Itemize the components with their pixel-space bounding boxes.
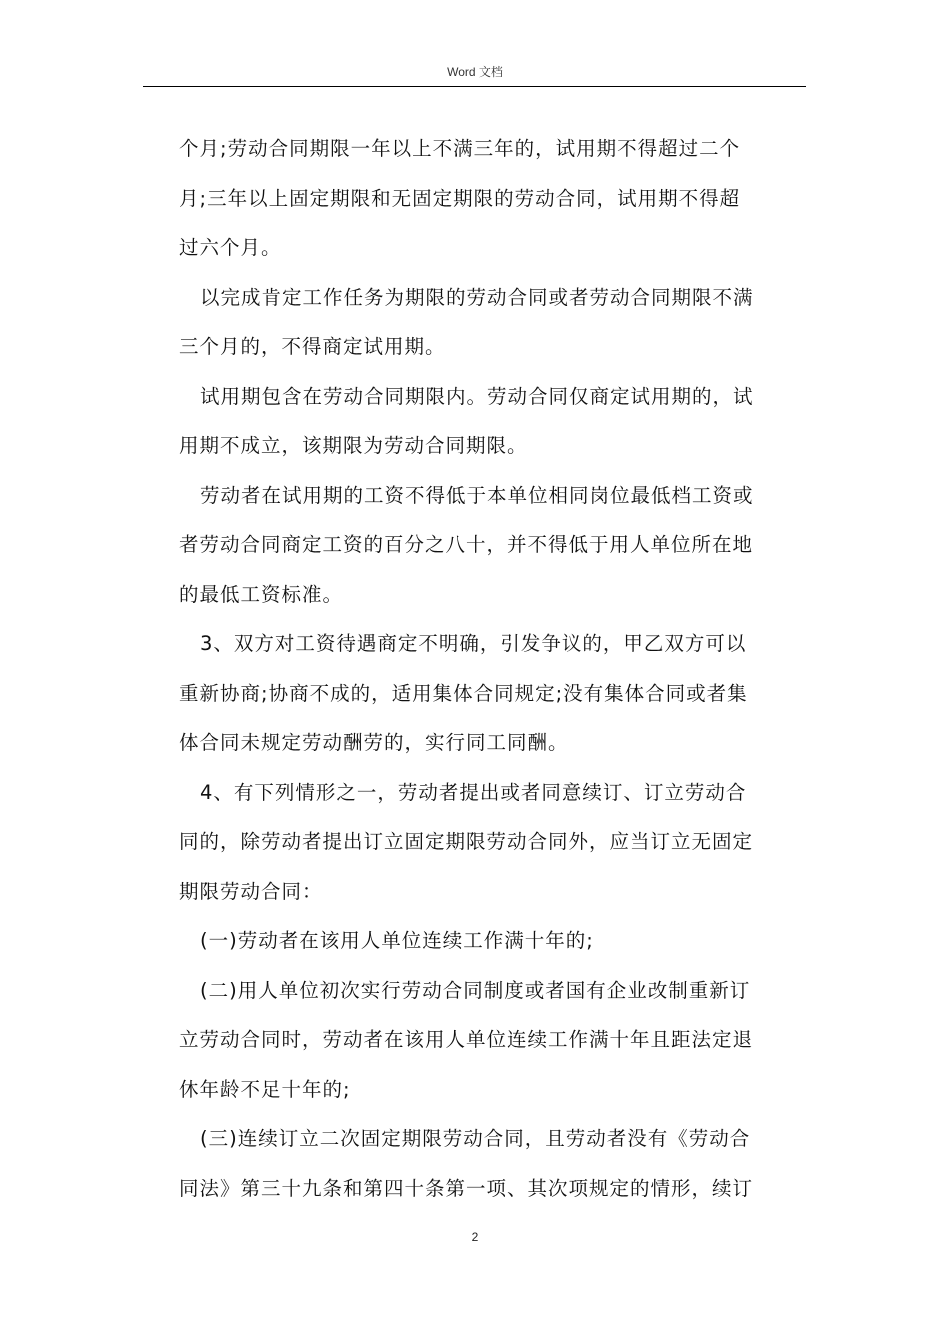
paragraph — [179, 1114, 801, 1213]
text-line: (一)劳动者在该用人单位连续工作满十年的; — [200, 929, 594, 952]
paragraph — [179, 966, 801, 1115]
document-body — [179, 124, 801, 1213]
text-line: 个月;劳动合同期限一年以上不满三年的，试用期不得超过二个 — [179, 137, 741, 160]
text-line: 用期不成立，该期限为劳动合同期限。 — [179, 434, 528, 457]
text-line: 试用期包含在劳动合同期限内。劳动合同仅商定试用期的，试 — [200, 384, 754, 408]
paragraph — [179, 471, 801, 620]
text-line: 月;三年以上固定期限和无固定期限的劳动合同，试用期不得超 — [179, 186, 741, 210]
text-line: 体合同未规定劳动酬劳的，实行同工同酬。 — [179, 731, 569, 754]
text-line: 立劳动合同时，劳动者在该用人单位连续工作满十年且距法定退 — [179, 1028, 754, 1051]
paragraph — [179, 273, 801, 372]
paragraph — [179, 372, 801, 471]
text-line: 同法》第三十九条和第四十条第一项、其次项规定的情形，续订 — [179, 1176, 754, 1200]
text-line: 以完成肯定工作任务为期限的劳动合同或者劳动合同期限不满 — [200, 285, 754, 309]
text-line: 过六个月。 — [179, 236, 282, 259]
text-line: 重新协商;协商不成的，适用集体合同规定;没有集体合同或者集 — [179, 681, 748, 705]
page-number: 2 — [471, 1230, 479, 1244]
text-line: 劳动者在试用期的工资不得低于本单位相同岗位最低档工资或 — [200, 483, 754, 507]
text-line: 三个月的，不得商定试用期。 — [179, 335, 446, 358]
paragraph — [179, 916, 801, 966]
paragraph — [179, 124, 801, 273]
text-line: 的最低工资标准。 — [179, 582, 344, 606]
text-line: 休年龄不足十年的; — [179, 1077, 351, 1101]
header-divider — [143, 86, 806, 87]
text-line: 4、有下列情形之一，劳动者提出或者同意续订、订立劳动合 — [200, 780, 747, 804]
page-header: Word 文档 — [447, 65, 503, 79]
text-line: (二)用人单位初次实行劳动合同制度或者国有企业改制重新订 — [200, 978, 751, 1002]
text-line: 同的，除劳动者提出订立固定期限劳动合同外，应当订立无固定 — [179, 830, 754, 853]
text-line: 期限劳动合同： — [179, 879, 323, 903]
text-line: 3、双方对工资待遇商定不明确，引发争议的，甲乙双方可以 — [200, 632, 747, 655]
paragraph — [179, 768, 801, 917]
paragraph — [179, 619, 801, 768]
text-line: (三)连续订立二次固定期限劳动合同，且劳动者没有《劳动合 — [200, 1127, 751, 1150]
text-line: 者劳动合同商定工资的百分之八十，并不得低于用人单位所在地 — [179, 533, 754, 556]
